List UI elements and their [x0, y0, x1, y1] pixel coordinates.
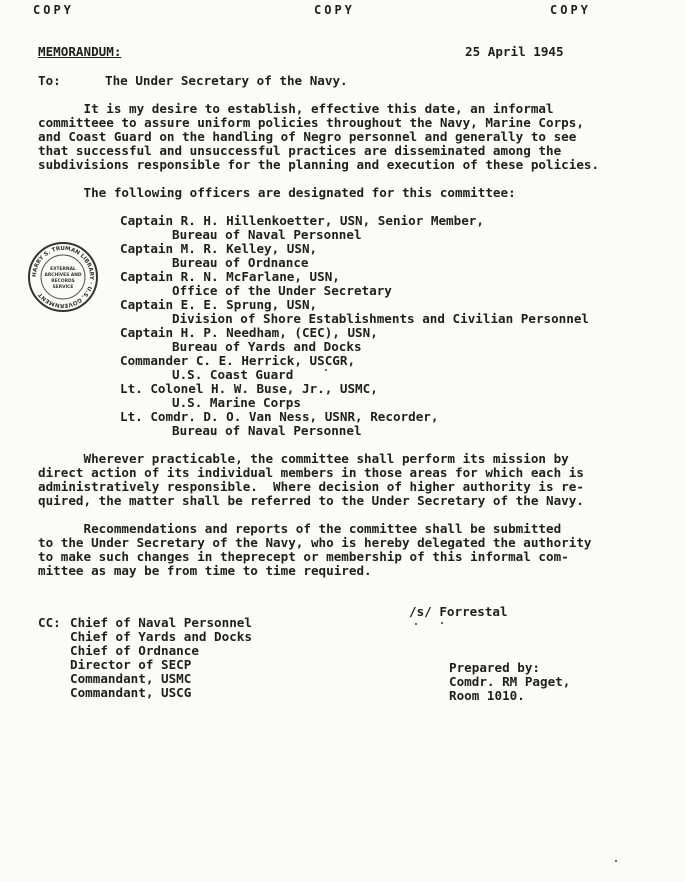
cc-recipient: Chief of Naval Personnel	[70, 615, 252, 630]
paragraph-line: that successful and unsuccessful practices are disseminated among the	[38, 143, 562, 158]
paragraph-line: Recommendations and reports of the committee shall be submitted	[38, 521, 562, 536]
officer-name: Commander C. E. Herrick, USCGR,	[120, 353, 356, 368]
officer-name: Captain M. R. Kelley, USN,	[120, 241, 318, 256]
officer-unit: Bureau of Naval Personnel	[172, 227, 362, 242]
to-recipient: The Under Secretary of the Navy.	[105, 73, 348, 88]
paragraph-line: Wherever practicable, the committee shall perform its mission by	[38, 451, 569, 466]
officer-name: Captain R. N. McFarlane, USN,	[120, 269, 340, 284]
paragraph-line: direct action of its individual members in those areas for which each is	[38, 465, 584, 480]
officer-unit: Bureau of Naval Personnel	[172, 423, 362, 438]
paragraph-line: committeee to assure uniform policies throughout the Navy, Marine Corps,	[38, 115, 584, 130]
paragraph-line: to the Under Secretary of the Navy, who is hereby delegated the authority	[38, 535, 592, 550]
ink-speck	[325, 369, 327, 371]
prepared-by-room: Room 1010.	[449, 688, 525, 703]
cc-recipient: Chief of Yards and Docks	[70, 629, 252, 644]
prepared-by-name: Comdr. RM Paget,	[449, 674, 571, 689]
cc-recipient: Chief of Ordnance	[70, 643, 199, 658]
cc-recipient: Commandant, USCG	[70, 685, 192, 700]
stamp-center-line: EXTERNAL	[50, 267, 76, 272]
officer-unit: Division of Shore Establishments and Civilian Personnel	[172, 311, 590, 326]
copy-mark-right: COPY	[550, 3, 591, 17]
officer-unit: U.S. Coast Guard	[172, 367, 294, 382]
officer-name: Captain H. P. Needham, (CEC), USN,	[120, 325, 378, 340]
stamp-ring-text: HARRY S. TRUMAN LIBRARY · U.S. GOVERNMENT	[31, 245, 95, 309]
cc-label: CC:	[38, 615, 61, 630]
paragraph-line: and Coast Guard on the handling of Negro personnel and generally to see	[38, 129, 577, 144]
paragraph-officers-intro: The following officers are designated for this committee:	[38, 185, 516, 200]
stamp-center-line: ARCHIVES AND	[44, 273, 82, 278]
ink-speck	[441, 622, 443, 624]
officer-unit: U.S. Marine Corps	[172, 395, 301, 410]
copy-mark-left: COPY	[33, 3, 74, 17]
copy-mark-center: COPY	[314, 3, 355, 17]
ink-speck	[615, 860, 617, 862]
stamp-center-line: RECORDS	[51, 279, 75, 284]
paragraph-line: It is my desire to establish, effective this date, an informal	[38, 101, 554, 116]
to-label: To:	[38, 73, 61, 88]
signature: /s/ Forrestal	[409, 604, 508, 619]
paragraph-line: quired, the matter shall be referred to the Under Secretary of the Navy.	[38, 493, 584, 508]
cc-recipient: Director of SECP	[70, 657, 192, 672]
paragraph-line: administratively responsible. Where decision of higher authority is re-	[38, 479, 584, 494]
memo-date: 25 April 1945	[465, 44, 564, 59]
ink-speck	[415, 623, 417, 625]
officer-unit: Bureau of Ordnance	[172, 255, 309, 270]
officer-name: Captain E. E. Sprung, USN,	[120, 297, 318, 312]
cc-recipient: Commandant, USMC	[70, 671, 192, 686]
officer-name: Captain R. H. Hillenkoetter, USN, Senior Member,	[120, 213, 484, 228]
paragraph-line: to make such changes in theprecept or membership of this informal com-	[38, 549, 569, 564]
memorandum-label: MEMORANDUM:	[38, 44, 122, 59]
officer-unit: Office of the Under Secretary	[172, 283, 392, 298]
paragraph-line: mittee as may be from time to time required.	[38, 563, 372, 578]
prepared-by-label: Prepared by:	[449, 660, 540, 675]
officer-name: Lt. Colonel H. W. Buse, Jr., USMC,	[120, 381, 378, 396]
officer-unit: Bureau of Yards and Docks	[172, 339, 362, 354]
paragraph-line: subdivisions responsible for the planning and execution of these policies.	[38, 157, 600, 172]
archives-stamp	[27, 241, 99, 313]
officer-name: Lt. Comdr. D. O. Van Ness, USNR, Recorder,	[120, 409, 439, 424]
stamp-center-line: SERVICE	[52, 285, 74, 290]
